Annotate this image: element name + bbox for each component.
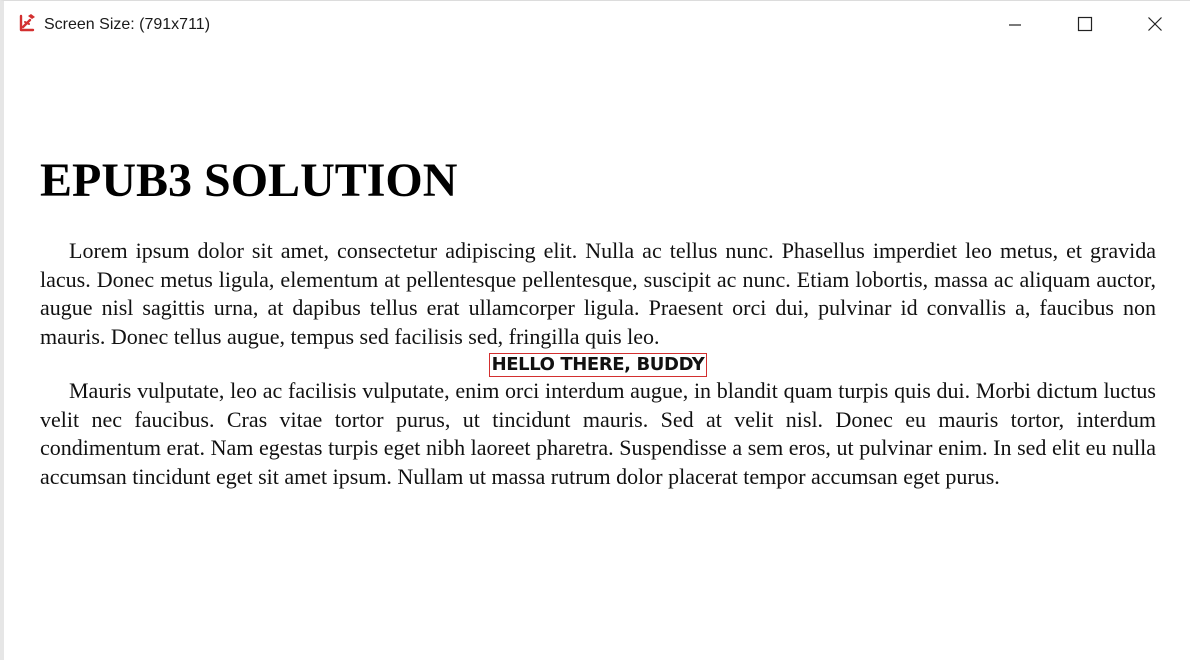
paragraph-2: Mauris vulputate, leo ac facilisis vulputate, enim orci interdum augue, in blandit quam turpis quis dui. Morbi dictum luctus velit nec faucibus. Cras vitae tortor purus, ut tincidunt mauris. Sed at velit nisl. Donec eu mauris tortor, interdum condimentum erat. Nam egestas turpis eget nibh laoreet pharetra. Suspendisse a sem eros, ut pulvinar enim. In sed elit eu nulla accumsan tincidunt eget sit amet ipsum. Nullam ut massa rutrum dolor placerat tempor accumsan eget purus. bbox=[40, 378, 1156, 489]
app-logo-icon bbox=[16, 11, 40, 35]
maximize-button[interactable] bbox=[1050, 1, 1120, 47]
close-icon bbox=[1147, 16, 1163, 32]
window-title: Screen Size: (791x711) bbox=[44, 16, 211, 33]
close-button[interactable] bbox=[1120, 1, 1190, 47]
maximize-icon bbox=[1077, 16, 1093, 32]
minimize-button[interactable] bbox=[980, 1, 1050, 47]
title-bar[interactable] bbox=[4, 1, 1190, 49]
paragraph-1: Lorem ipsum dolor sit amet, consectetur adipiscing elit. Nulla ac tellus nunc. Phasellus imperdiet leo metus, et gravida lacus. Donec metus ligula, elementum at pellentesque pellentesque, suscipit ac nunc. Etiam lobortis, massa ac aliquam auctor, augue nisl sagittis urna, at dapibus tellus erat ullamcorper ligula. Praesent orci dui, pulvinar id convallis a, faucibus non mauris. Donec tellus augue, tempus sed facilisis sed, fringilla quis leo. bbox=[40, 238, 1156, 349]
callout-container bbox=[40, 353, 1156, 377]
minimize-icon bbox=[1008, 17, 1022, 31]
callout-label: HELLO THERE, BUDDY bbox=[489, 353, 708, 377]
page-title: EPUB3 SOLUTION bbox=[40, 154, 458, 207]
